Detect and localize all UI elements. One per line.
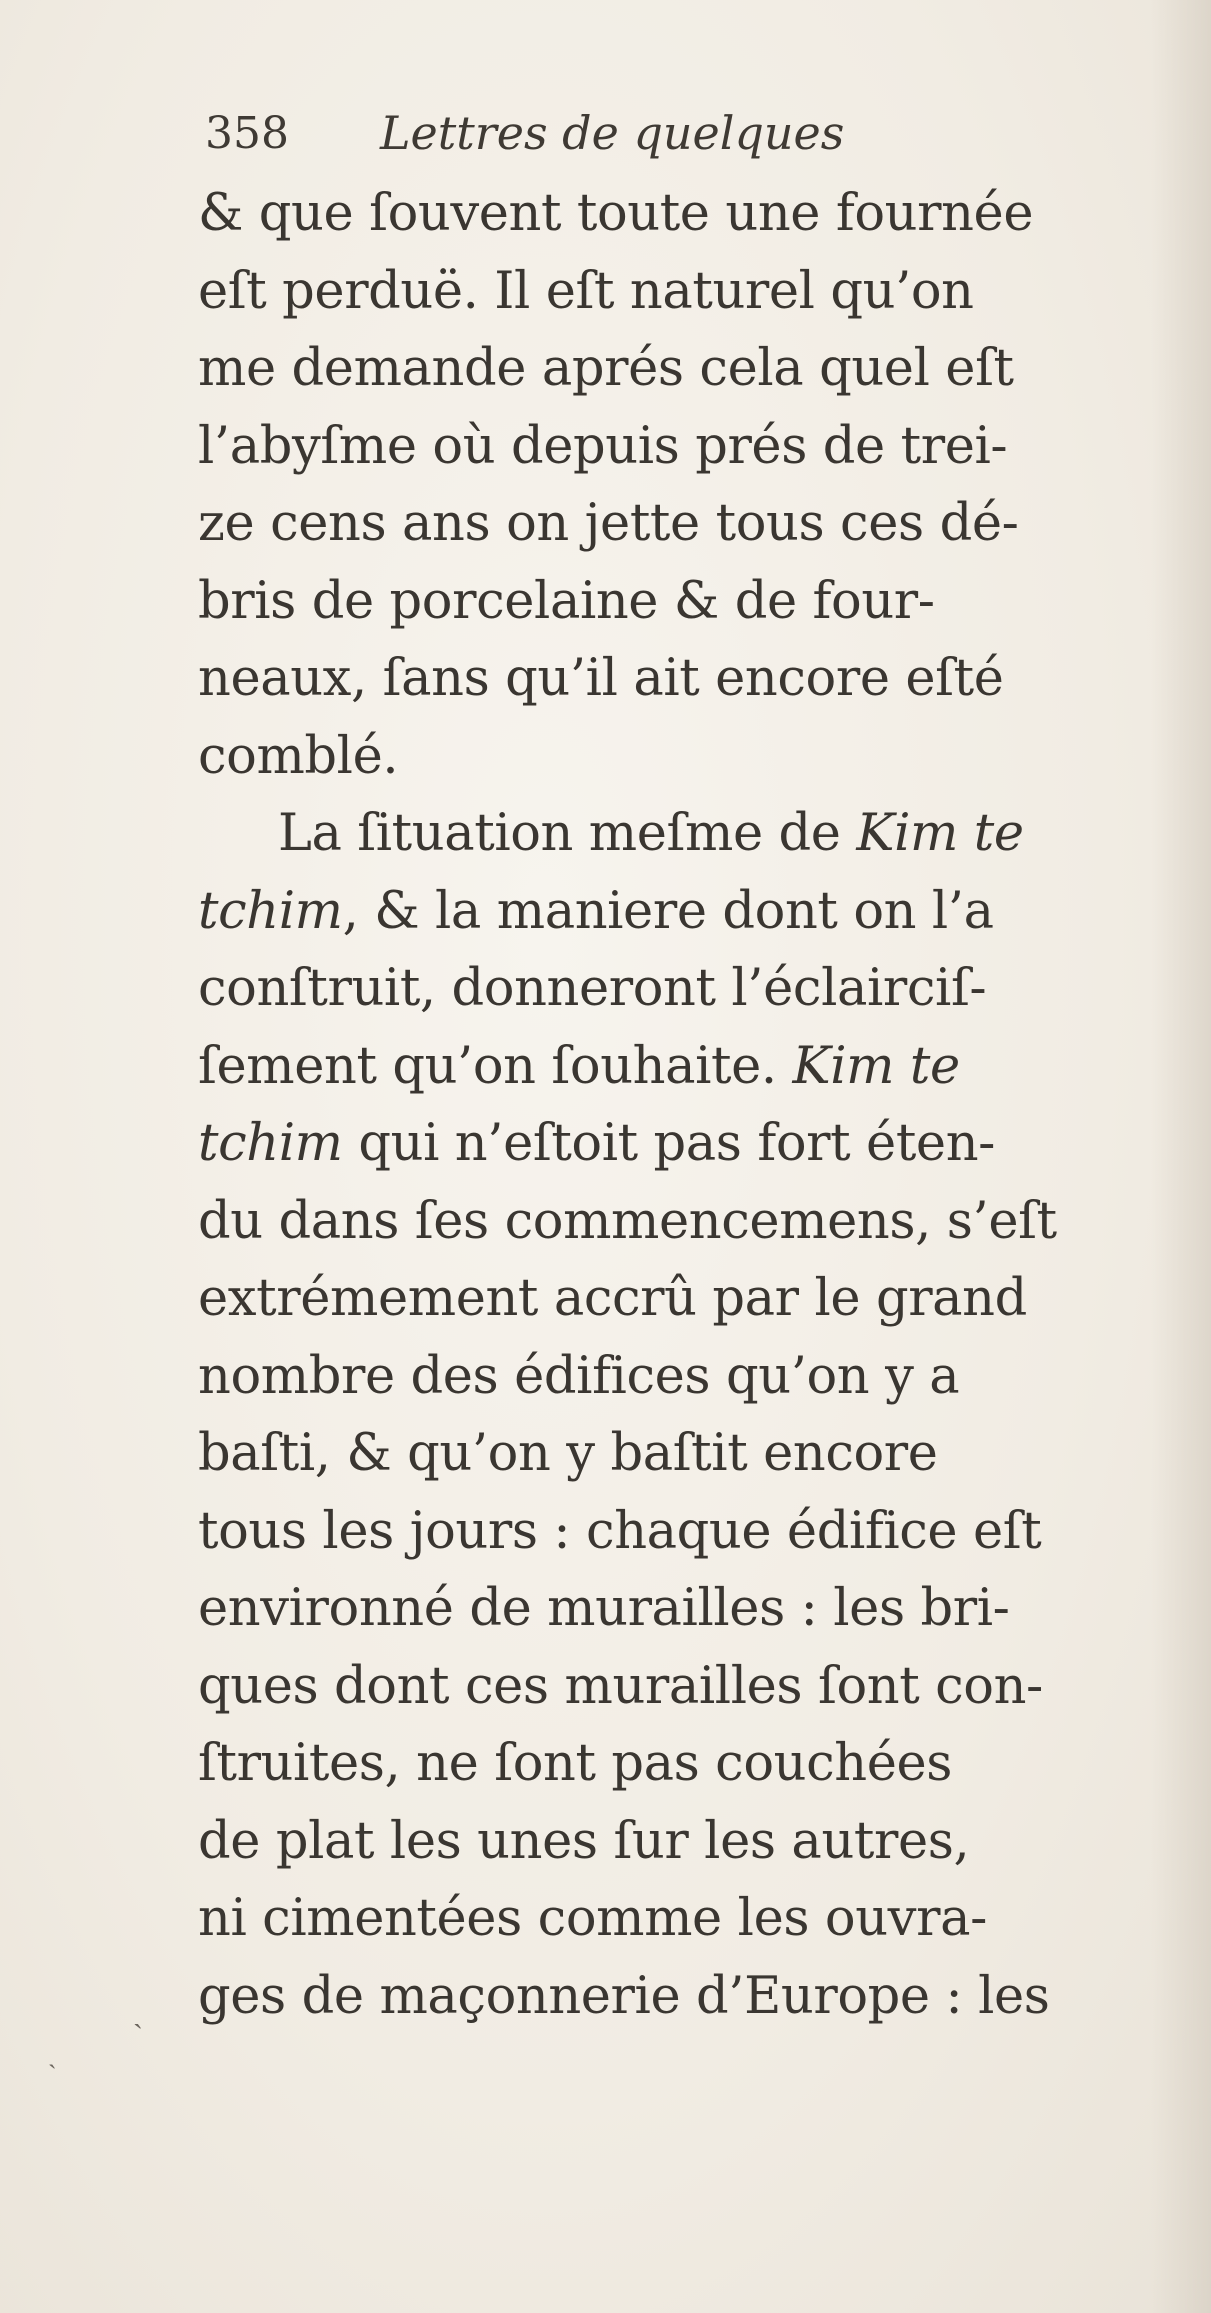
text-segment: baſti, & qu’on y baſtit encore: [198, 1424, 938, 1483]
text-line: [198, 1725, 1158, 1803]
italic-name: tchim: [198, 1114, 343, 1173]
text-segment: conſtruit, donneront l’éclairciſ-: [198, 959, 987, 1018]
text-line: [198, 563, 1158, 641]
text-segment: environné de murailles : les bri-: [198, 1579, 1010, 1638]
text-line: [198, 1570, 1158, 1648]
text-line: [198, 253, 1158, 331]
text-segment: de plat les unes ſur les autres,: [198, 1811, 970, 1871]
text-line: [198, 1105, 1158, 1183]
italic-name: Kim te: [856, 804, 1024, 863]
text-line: [198, 640, 1158, 718]
text-line: [198, 1260, 1158, 1338]
text-segment: du dans ſes commencemens, s’eſt: [198, 1191, 1057, 1251]
page-number: 358: [205, 108, 289, 159]
text-segment: comblé.: [198, 726, 399, 786]
text-line: [198, 795, 1158, 873]
text-segment: neaux, ſans qu’il ait encore eſté: [198, 649, 1004, 708]
text-segment: me demande aprés cela quel eſt: [198, 339, 1014, 398]
italic-name: Kim te: [792, 1036, 960, 1096]
text-line: [198, 1493, 1158, 1571]
text-segment: , & la maniere dont on l’a: [342, 881, 994, 941]
text-line: [198, 485, 1158, 563]
text-segment: tous les jours : chaque édifice eſt: [198, 1501, 1042, 1561]
text-segment: ques dont ces murailles ſont con-: [198, 1656, 1043, 1716]
italic-name: tchim: [198, 881, 343, 941]
text-segment: ges de maçonnerie d’Europe : les: [198, 1966, 1050, 2026]
text-line: [198, 1415, 1158, 1493]
text-line: [198, 408, 1158, 486]
text-segment: ni cimentées comme les ouvra-: [198, 1889, 987, 1948]
body-text: [198, 175, 1158, 2035]
text-segment: ze cens ans on jette tous ces dé-: [198, 494, 1019, 553]
text-line: [198, 1028, 1158, 1106]
running-title: Lettres de quelques: [380, 106, 845, 160]
text-segment: extrémement accrû par le grand: [198, 1269, 1027, 1328]
text-segment: l’abyſme où depuis prés de trei-: [198, 416, 1008, 476]
text-line: [198, 1880, 1158, 1958]
text-segment: ſement qu’on ſouhaite.: [198, 1036, 793, 1096]
text-line: [198, 175, 1158, 253]
text-line: [198, 1183, 1158, 1261]
text-line: [198, 1338, 1158, 1416]
text-line: [198, 873, 1158, 951]
text-line: [198, 1803, 1158, 1881]
text-line: [198, 330, 1158, 408]
text-segment: La ſituation meſme de: [278, 804, 857, 863]
text-segment: bris de porcelaine & de four-: [198, 571, 935, 631]
text-line: [198, 718, 1158, 796]
text-segment: qui n’eſtoit pas fort éten-: [342, 1114, 995, 1173]
text-segment: & que ſouvent toute une fournée: [198, 184, 1034, 243]
text-segment: ſtruites, ne ſont pas couchées: [198, 1734, 953, 1793]
text-line: [198, 1958, 1158, 2036]
margin-speck: ˏ: [133, 1995, 143, 2030]
text-line: [198, 1648, 1158, 1726]
text-segment: eſt perduë. Il eſt naturel qu’on: [198, 261, 974, 321]
page-edge-shadow: [1151, 0, 1211, 2313]
text-segment: nombre des édifices qu’on y a: [198, 1346, 960, 1406]
text-line: [198, 950, 1158, 1028]
margin-speck: ˎ: [48, 2040, 57, 2070]
